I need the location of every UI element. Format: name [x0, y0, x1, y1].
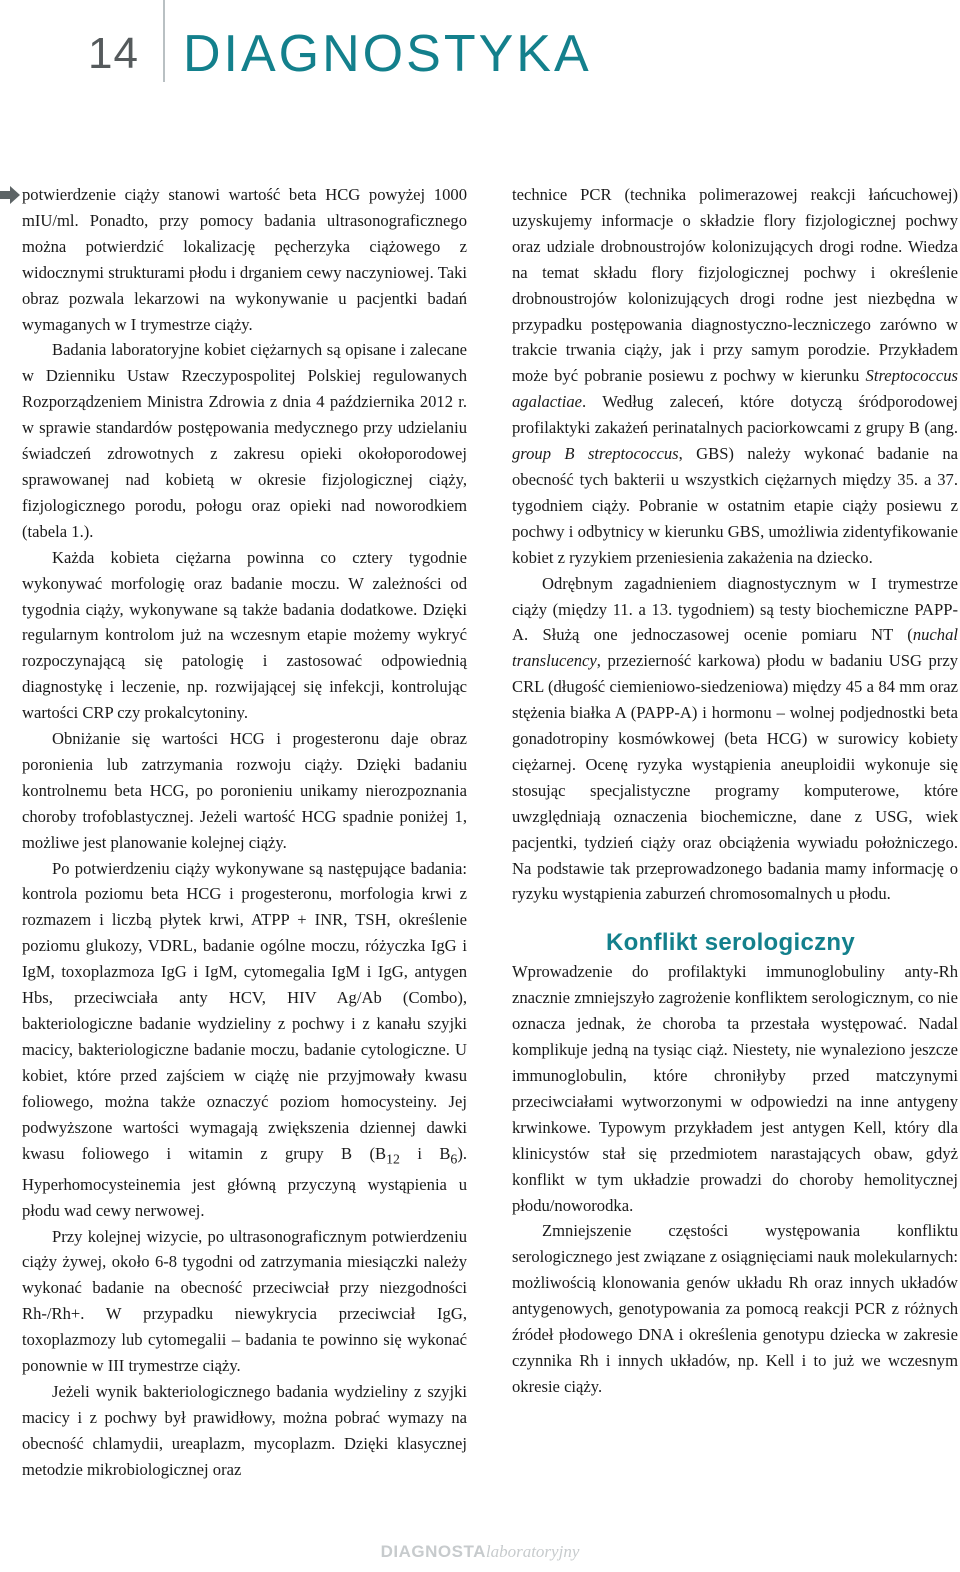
paragraph	[22, 856, 467, 1224]
footer-subtitle: laboratoryjny	[485, 1542, 580, 1561]
right-column	[512, 182, 958, 1400]
page-header	[0, 0, 960, 90]
left-column	[22, 182, 467, 1483]
footer-logo	[0, 1540, 960, 1564]
text-run: ). Hyperhomocysteinemia jest główną przyczyną wystąpienia u płodu wad cewy nerwowej.	[22, 1143, 467, 1220]
text-run: technice PCR (technika polimerazowej reakcji łańcuchowej) uzyskujemy informacje o składzie flory fizjologicznej pochwy oraz udziale drobnoustrojów kolonizujących drogi rodne. Wiedza na temat składu flory fizjologicznej pochwy i określenie drobnoustrojów kolonizujących drogi rodne jest niezbędna w przypadku postępowania diagnostyczno-leczniczego zarówno w trakcie trwania ciąży, jak i przy samym porodzie. Przykładem może być pobranie posiewu z pochwy w kierunku	[512, 185, 958, 386]
text-run: Po potwierdzeniu ciąży wykonywane są następujące badania: kontrola poziomu beta HCG i progesteronu, morfologia krwi z rozmazem i liczbą płytek krwi, ATPP + INR, TSH, określenie poziomu glukozy, VDRL, badanie ogólne moczu, różyczka IgG i IgM, toxoplazmoza IgG i IgM, cytomegalia IgM i IgG, antygen Hbs, przeciwciała anty HCV, HIV Ag/Ab (Combo), bakteriologiczne badanie wydzieliny z pochwy i z kanału szyjki macicy, bakteriologiczne badanie moczu, badanie cytologiczne. U kobiet, które przed zajściem w ciążę nie przyjmowały kwasu foliowego, można także oznaczyć poziom homocysteiny. Jej podwyższone wartości wymagają zwiększenia dziennej dawki kwasu foliowego i witamin z grupy B (B	[22, 858, 467, 1163]
paragraph	[512, 182, 958, 571]
text-run: i B	[399, 1143, 451, 1163]
italic-term: Streptococcus agalactiae	[512, 366, 958, 412]
paragraph: Każda kobieta ciężarna powinna co cztery tygodnie wykonywać morfologię oraz badanie moczu. W zależności od tygodnia ciąży, wykonywane są także badania dodatkowe. Dzięki regularnym kontrolom już na wczesnym etapie możemy wykryć rozpoczynającą się patologię i zastosować odpowiednią diagnostykę i leczenie, np. rozwijającej się infekcji, kontrolując wartości CRP czy prokalcytoniny.	[22, 547, 467, 723]
paragraph: Wprowadzenie do profilaktyki immunoglobuliny anty-Rh znacznie zmniejszyło zagrożenie konfliktem serologicznym, co nie oznacza jednak, że choroba ta przestała występować. Nadal komplikuje jedną na tysiąc ciąż. Niestety, nie wynaleziono jeszcze immunoglobulin, które chroniłyby przed matczynymi przeciwciałami wytworzonymi w odpowiedzi na inne antygeny krwinkowe. Typowym przykładem jest antygen Kell, który dla klinicystów stał się przedmiotem narastających obaw, gdyż konflikt w tym układzie prowadzi do choroby hemolitycznej płodu/noworodka.	[512, 962, 958, 1215]
italic-term: nuchal translucency	[512, 625, 958, 671]
text-run: , przezierność karkowa) płodu w badaniu USG przy CRL (długość ciemieniowo-siedzeniowa) między 45 a 84 mm oraz stężenia białka A (PAPP-A) i hormonu – wolnej podjednostki beta gonadotropiny kosmówkowej (beta HCG) w surowicy kobiety ciężarnej. Ocenę ryzyka wystąpienia aneuploidii wykonuje się stosując specjalistyczne programy komputerowe, które uwzględniają oznaczenia biochemiczne, dane z USG, wiek pacjentki, tydzień ciąży oraz obciążenia wywiadu położniczego. Na podstawie tak przeprowadzonego badania mamy informację o ryzyku wystąpienia zaburzeń chromosomalnych u płodu.	[512, 651, 958, 904]
text-run: , GBS) należy wykonać badanie na obecność tych bakterii u wszystkich ciężarnych między 35. a 37. tygodniem ciąży. Pobranie w ostatnim etapie ciąży posiewu z pochwy i odbytnicy w kierunku GBS, umożliwia zidentyfikowanie kobiet z ryzykiem przeniesienia zakażenia na dziecko.	[512, 444, 958, 567]
paragraph: Przy kolejnej wizycie, po ultrasonograficznym potwierdzeniu ciąży żywej, około 6-8 tygodni od zatrzymania miesiączki należy wykonać badanie na obecność przeciwciał przy niezgodności Rh-/Rh+. W przypadku niewykrycia przeciwciał IgG, toxoplazmozy lub cytomegalii – badania te powinno się wykonać ponownie w III trymestrze ciąży.	[22, 1226, 467, 1376]
subscript: 12	[386, 1150, 400, 1166]
page-number: 14	[88, 29, 139, 78]
paragraph: Obniżanie się wartości HCG i progesteronu daje obraz poronienia lub zatrzymania rozwoju ciąży. Dzięki badaniu kontrolnemu beta HCG, po poronieniu unikamy nierozpoznania choroby trofoblastycznej. Jeżeli wartość HCG spadnie poniżej 1, możliwe jest planowanie kolejnej ciąży.	[22, 729, 467, 852]
paragraph: Jeżeli wynik bakteriologicznego badania wydzieliny z szyjki macicy i z pochwy był prawidłowy, można pobrać wymazy na obecność chlamydii, ureaplazm, mycoplazm. Dzięki klasycznej metodzie mikrobiologicznej oraz	[22, 1382, 467, 1479]
continuation-arrow-icon	[0, 186, 20, 204]
subsection-heading: Konflikt serologiczny	[606, 929, 855, 957]
paragraph: Badania laboratoryjne kobiet ciężarnych są opisane i zalecane w Dzienniku Ustaw Rzeczypospolitej Polskiej regulowanych Rozporządzeniem Ministra Zdrowia z dnia 4 października 2012 r. w sprawie standardów postępowania medycznego przy udzielaniu świadczeń zdrowotnych z zakresu opieki okołoporodowej sprawowanej nad kobietą w okresie fizjologicznej ciąży, fizjologicznego porodu, połogu oraz opieki nad noworodkiem (tabela 1.).	[22, 340, 467, 541]
footer-brand: DIAGNOSTA	[380, 1542, 486, 1561]
section-title: DIAGNOSTYKA	[183, 25, 592, 83]
paragraph: Zmniejszenie częstości występowania konfliktu serologicznego jest związane z osiągnięciami nauk molekularnych: możliwością klonowania genów układu Rh oraz innych układów antygenowych, genotypowania za pomocą reakcji PCR z różnych źródeł płodowego DNA i określenia genotypu dziecka w zakresie czynnika Rh i innych układów, np. Kell i to już we wczesnym okresie ciąży.	[512, 1221, 959, 1396]
text-run: . Według zaleceń, które dotyczą śródporodowej profilaktyki zakażeń perinatalnych paciorkowcami z grupy B (ang.	[512, 392, 958, 438]
text-run: Odrębnym zagadnieniem diagnostycznym w I trymestrze ciąży (między 11. a 13. tygodniem) są testy biochemiczne PAPP-A. Służą one jednoczasowej ocenie pomiaru NT (	[512, 573, 958, 645]
subscript: 6	[450, 1150, 458, 1166]
paragraph	[512, 571, 958, 908]
header-divider	[163, 0, 165, 82]
paragraph: potwierdzenie ciąży stanowi wartość beta HCG powyżej 1000 mIU/ml. Ponadto, przy pomocy badania ultrasonograficznego można potwierdzić lokalizację pęcherzyka ciążowego z widocznymi strukturami płodu i drganiem cewy naczyniowej. Taki obraz pozwala lekarzowi na wykonywanie u pacjentki badań wymaganych w I trymestrze ciąży.	[22, 185, 467, 334]
italic-term: group B streptococcus	[512, 444, 679, 464]
